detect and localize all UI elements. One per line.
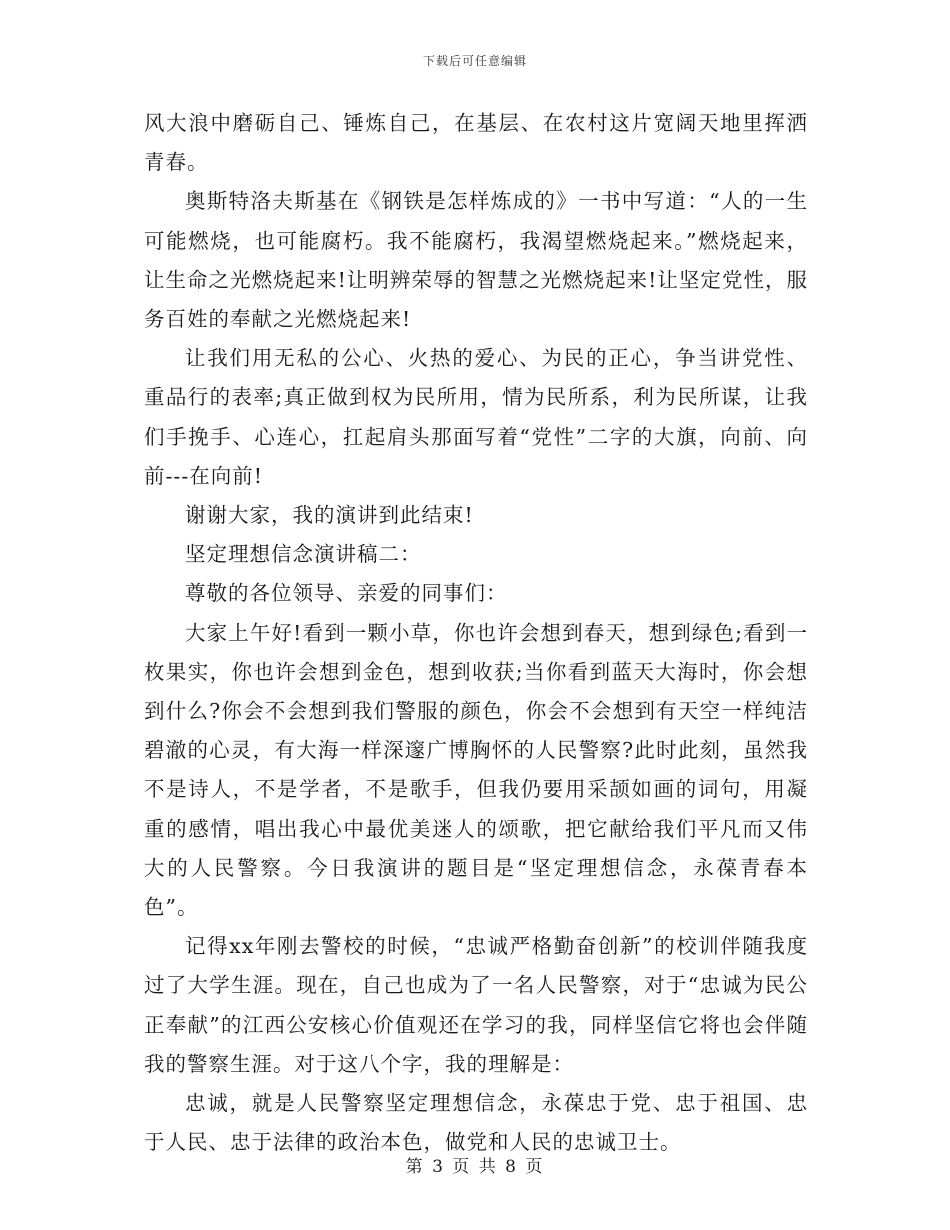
page-header: 下载后可任意编辑	[422, 54, 527, 68]
paragraph-1: 奥斯特洛夫斯基在《钢铁是怎样炼成的》一书中写道：“人的一生可能燃烧，也可能腐朽。我不能腐朽，我渴望燃烧起来。”燃烧起来，让生命之光燃烧起来!让明辨荣辱的智慧之光燃烧起来!让坚定党性，服务百姓的奉献之光燃烧起来!	[144, 189, 808, 332]
footer-middle: 页 共	[452, 1157, 498, 1177]
paragraph-0: 风大浪中磨砺自己、锤炼自己，在基层、在农村这片宽阔天地里挥洒青春。	[144, 111, 808, 175]
footer-prefix: 第	[405, 1157, 425, 1177]
footer-total-pages: 8	[505, 1157, 518, 1177]
page-footer	[0, 1152, 950, 1177]
paragraph-5: 尊敬的各位领导、亲爱的同事们：	[185, 581, 508, 606]
paragraph-3: 谢谢大家，我的演讲到此结束!	[185, 503, 474, 528]
paragraph-7: 记得xx年刚去警校的时候，“忠诚严格勤奋创新”的校训伴随我度过了大学生涯。现在，自己也成为了一名人民警察，对于“忠诚为民公正奉献”的江西公安核心价值观还在学习的我，同样坚信它将也会伴随我的警察生涯。对于这八个字，我的理解是：	[144, 934, 808, 1076]
paragraph-8: 忠诚，就是人民警察坚定理想信念，永葆忠于党、忠于祖国、忠于人民、忠于法律的政治本色，做党和人民的忠诚卫士。	[144, 1091, 808, 1155]
paragraph-4: 坚定理想信念演讲稿二：	[185, 542, 422, 567]
paragraph-2: 让我们用无私的公心、火热的爱心、为民的正心，争当讲党性、重品行的表率;真正做到权为民所用，情为民所系，利为民所谋，让我们手挽手、心连心，扛起肩头那面写着“党性”二字的大旗，向前、向前---在向前!	[144, 346, 808, 488]
footer-suffix: 页	[525, 1157, 545, 1177]
document-body	[144, 104, 808, 1162]
paragraph-6: 大家上午好!看到一颗小草，你也许会想到春天，想到绿色;看到一枚果实，你也许会想到金色，想到收获;当你看到蓝天大海时，你会想到什么?你会不会想到我们警服的颜色，你会不会想到有天空一样纯洁碧澈的心灵，有大海一样深邃广博胸怀的人民警察?此时此刻，虽然我不是诗人，不是学者，不是歌手，但我仍要用采颉如画的词句，用凝重的感情，唱出我心中最优美迷人的颂歌，把它献给我们平凡而又伟大的人民警察。今日我演讲的题目是“坚定理想信念，永葆青春本色”。	[144, 620, 808, 920]
footer-page-number: 3	[432, 1157, 445, 1177]
